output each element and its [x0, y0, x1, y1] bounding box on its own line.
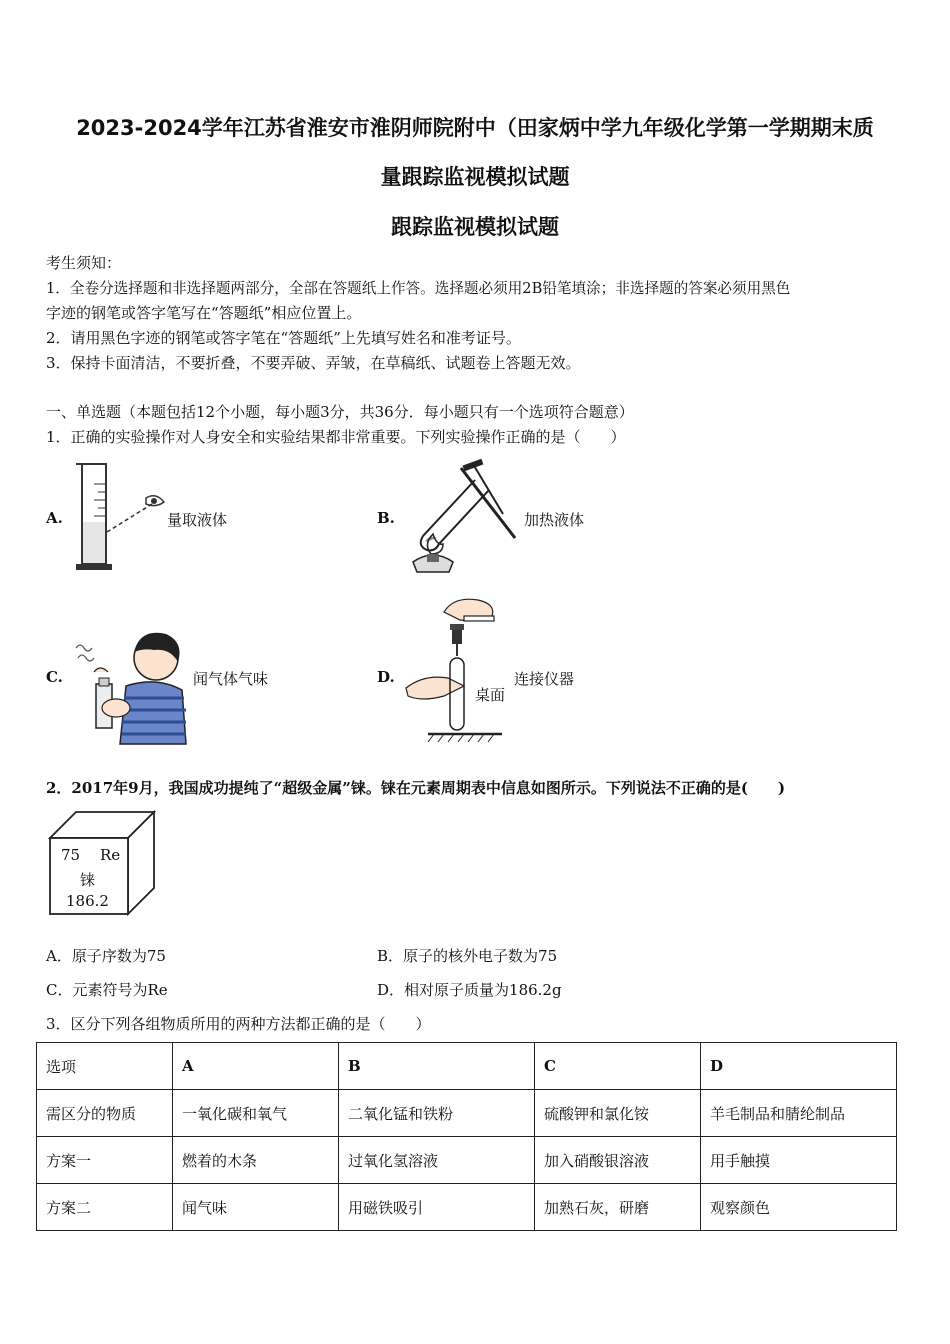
table-cell: 闻气味	[173, 1184, 339, 1231]
q2-option-d: D．相对原子质量为186.2g	[377, 981, 562, 999]
table-cell: 一氧化碳和氧气	[173, 1090, 339, 1137]
q3-stem: 3．区分下列各组物质所用的两种方法都正确的是（ ）	[46, 1015, 431, 1033]
notice-item-1-cont: 字迹的钢笔或答字笔写在“答题纸”相应位置上。	[46, 304, 362, 322]
element-number: 75	[61, 846, 81, 864]
q1-option-c-caption: 闻气体气味	[193, 670, 269, 688]
q3-table	[36, 1042, 897, 1231]
page-title-line-1: 2023-2024学年江苏省淮安市淮阴师院附中（田家炳中学九年级化学第一学期期末质	[76, 116, 874, 140]
page-subtitle: 跟踪监视模拟试题	[391, 215, 559, 239]
q2-option-c: C．元素符号为Re	[46, 981, 168, 999]
connecting-apparatus-image	[404, 592, 514, 744]
table-cell: 用手触摸	[701, 1137, 897, 1184]
notice-item-2: 2．请用黑色字迹的钢笔或答字笔在“答题纸”上先填写姓名和准考证号。	[46, 329, 521, 347]
q1-option-d-letter: D.	[377, 668, 395, 686]
q2-option-a: A．原子序数为75	[46, 947, 166, 965]
table-cell: 加熟石灰，研磨	[535, 1184, 701, 1231]
graduated-cylinder-image	[74, 462, 169, 577]
element-name: 铼	[80, 871, 96, 889]
element-symbol: Re	[100, 846, 121, 864]
table-header-cell: B	[339, 1043, 535, 1090]
q2-option-b: B．原子的核外电子数为75	[377, 947, 558, 965]
table-cell: 加入硝酸银溶液	[535, 1137, 701, 1184]
q1-option-b-caption: 加热液体	[524, 511, 585, 529]
table-row	[37, 1184, 897, 1231]
smelling-gas-image	[74, 628, 189, 746]
table-row	[37, 1090, 897, 1137]
q1-stem: 1．正确的实验操作对人身安全和实验结果都非常重要。下列实验操作正确的是（ ）	[46, 428, 626, 446]
notice-item-3: 3．保持卡面清洁，不要折叠，不要弄破、弄皱，在草稿纸、试题卷上答题无效。	[46, 354, 581, 372]
element-mass: 186.2	[66, 892, 109, 910]
table-cell: 二氧化锰和铁粉	[339, 1090, 535, 1137]
table-cell: 羊毛制品和腈纶制品	[701, 1090, 897, 1137]
table-cell: 需区分的物质	[37, 1090, 173, 1137]
q1-option-d-caption: 连接仪器	[514, 670, 575, 688]
heating-liquid-image	[403, 458, 523, 576]
notice-heading: 考生须知：	[46, 254, 122, 272]
q2-stem: 2．2017年9月，我国成功提纯了“超级金属”铼。铼在元素周期表中信息如图所示。下列说法不正确的是( )	[46, 779, 786, 797]
q1-option-c-letter: C.	[46, 668, 63, 686]
desk-label: 桌面	[475, 686, 506, 704]
table-header-cell: A	[173, 1043, 339, 1090]
table-cell: 方案一	[37, 1137, 173, 1184]
table-header-row	[37, 1043, 897, 1090]
table-cell: 燃着的木条	[173, 1137, 339, 1184]
table-row	[37, 1137, 897, 1184]
table-cell: 过氧化氢溶液	[339, 1137, 535, 1184]
table-cell: 硫酸钾和氯化铵	[535, 1090, 701, 1137]
q1-option-a-letter: A.	[46, 509, 63, 527]
table-header-cell: 选项	[37, 1043, 173, 1090]
page-title-line-2: 量跟踪监视模拟试题	[380, 165, 570, 189]
section-heading: 一、单选题（本题包括12个小题，每小题3分，共36分．每小题只有一个选项符合题意）	[46, 403, 634, 421]
table-header-cell: C	[535, 1043, 701, 1090]
table-cell: 观察颜色	[701, 1184, 897, 1231]
table-header-cell: D	[701, 1043, 897, 1090]
table-cell: 方案二	[37, 1184, 173, 1231]
table-cell: 用磁铁吸引	[339, 1184, 535, 1231]
q1-option-a-caption: 量取液体	[167, 511, 228, 529]
q1-option-b-letter: B.	[377, 509, 395, 527]
notice-item-1: 1．全卷分选择题和非选择题两部分，全部在答题纸上作答。选择题必须用2B铅笔填涂；非选择题的答案必须用黑色	[46, 280, 791, 297]
